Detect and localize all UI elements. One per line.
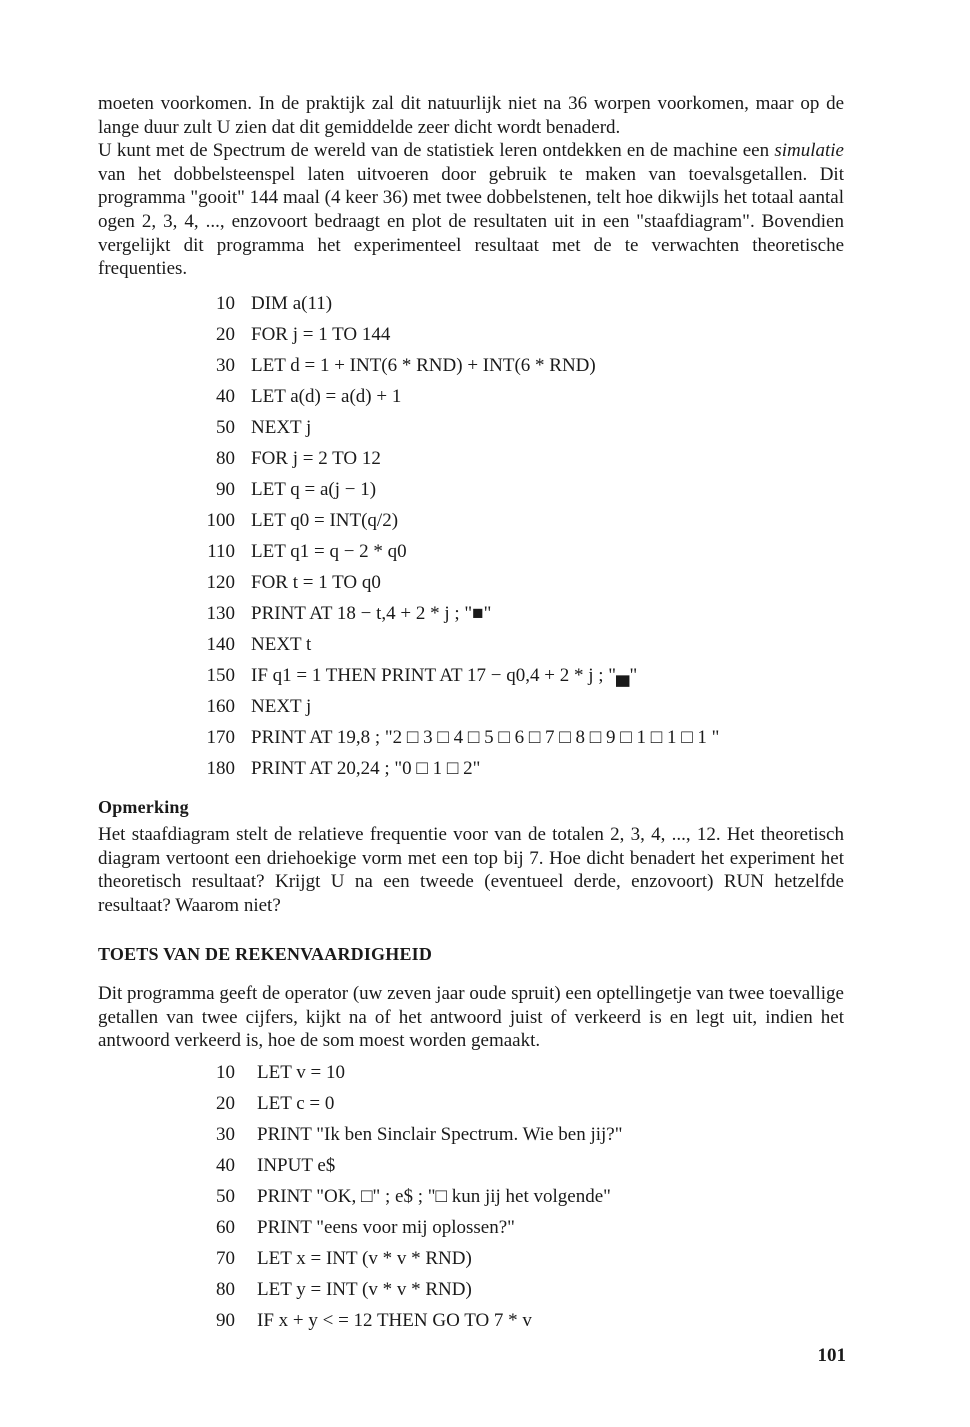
- line-code: LET q1 = q − 2 * q0: [251, 541, 407, 562]
- line-code: LET q = a(j − 1): [251, 479, 377, 500]
- section-paragraph: Dit programma geeft de operator (uw zeven jaar oude spruit) een optellingetje van twee toevallige getallen van twee cijfers, kijkt na of het antwoord juist of verkeerd is en legt uit, indien het antwoord verkeerd is, hoe de som moest worden gemaakt.: [98, 983, 844, 1052]
- line-code: FOR j = 1 TO 144: [251, 324, 391, 345]
- line-code: INPUT e$: [257, 1155, 336, 1176]
- line-number: 50: [216, 1186, 235, 1207]
- line-code: NEXT j: [251, 417, 312, 438]
- line-number: 30: [216, 1124, 235, 1145]
- line-number: 150: [206, 665, 235, 686]
- line-number: 130: [206, 603, 235, 624]
- line-code: PRINT AT 18 − t,4 + 2 * j ; "■": [251, 603, 492, 624]
- line-code: LET y = INT (v * v * RND): [257, 1279, 472, 1300]
- line-code: IF x + y < = 12 THEN GO TO 7 * v: [257, 1310, 532, 1331]
- intro-text-b: U kunt met de Spectrum de wereld van de statistiek leren ontdekken en de machine een: [98, 140, 775, 162]
- line-number: 120: [206, 572, 235, 593]
- line-number: 80: [216, 448, 235, 469]
- line-code: LET q0 = INT(q/2): [251, 510, 399, 531]
- intro-text-a: moeten voorkomen. In de praktijk zal dit natuurlijk niet na 36 worpen voorkomen, maar op de lange duur zult U zien dat dit gemiddelde zeer dicht wordt benaderd.: [98, 93, 844, 138]
- intro-emphasis: simulatie: [774, 140, 844, 162]
- line-number: 170: [206, 727, 235, 748]
- line-code: NEXT j: [251, 696, 312, 717]
- line-number: 110: [207, 541, 235, 562]
- line-number: 90: [216, 1310, 235, 1331]
- line-number: 180: [206, 758, 235, 779]
- line-number: 100: [206, 510, 235, 531]
- line-number: 10: [216, 293, 235, 314]
- line-number: 160: [206, 696, 235, 717]
- line-number: 20: [216, 324, 235, 345]
- line-code: PRINT "OK, □" ; e$ ; "□ kun jij het volgende": [257, 1186, 611, 1207]
- remark-paragraph: Het staafdiagram stelt de relatieve frequentie voor van de totalen 2, 3, 4, ..., 12. Het theoretisch diagram vertoont een driehoekige vorm met een top bij 7. Hoe dicht benadert het experiment het theoretisch resultaat? Krijgt U na een tweede (eventueel derde, enzovoort) RUN hetzelfde resultaat? Waarom niet?: [98, 824, 844, 916]
- line-number: 40: [216, 1155, 235, 1176]
- line-number: 60: [216, 1217, 235, 1238]
- line-number: 90: [216, 479, 235, 500]
- intro-text-c: van het dobbelsteenspel laten uitvoeren door gebruik te maken van toevalsgetallen. Dit programma "gooit" 144 maal (4 keer 36) met twee dobbelstenen, telt hoe dikwijls het totaal aantal ogen 2, 3, 4, ..., enzovoort bedraagt en plot de resultaten uit in een "staafdiagram". Bovendien vergelijkt dit programma het experimenteel resultaat met de te verwachten theoretische frequenties.: [98, 163, 844, 280]
- page-number: 101: [817, 1345, 846, 1366]
- line-number: 10: [216, 1062, 235, 1083]
- line-code: PRINT AT 20,24 ; "0 □ 1 □ 2": [251, 758, 481, 779]
- line-number: 30: [216, 355, 235, 376]
- line-code: LET x = INT (v * v * RND): [257, 1248, 472, 1269]
- line-code: LET c = 0: [257, 1093, 335, 1114]
- line-number: 70: [216, 1248, 235, 1269]
- line-number: 50: [216, 417, 235, 438]
- intro-paragraph: [98, 92, 844, 281]
- line-number: 20: [216, 1093, 235, 1114]
- section-heading: TOETS VAN DE REKENVAARDIGHEID: [98, 944, 433, 964]
- line-code: LET d = 1 + INT(6 * RND) + INT(6 * RND): [251, 355, 596, 376]
- line-number: 40: [216, 386, 235, 407]
- line-code: PRINT "Ik ben Sinclair Spectrum. Wie ben jij?": [257, 1124, 623, 1145]
- line-code: FOR t = 1 TO q0: [251, 572, 381, 593]
- line-code: LET a(d) = a(d) + 1: [251, 386, 402, 407]
- line-code: NEXT t: [251, 634, 312, 655]
- line-code: IF q1 = 1 THEN PRINT AT 17 − q0,4 + 2 * j ; "▄": [251, 665, 638, 686]
- line-number: 80: [216, 1279, 235, 1300]
- line-code: DIM a(11): [251, 293, 333, 314]
- line-number: 140: [206, 634, 235, 655]
- line-code: LET v = 10: [257, 1062, 345, 1083]
- line-code: PRINT AT 19,8 ; "2 □ 3 □ 4 □ 5 □ 6 □ 7 □ 8 □ 9 □ 1 □ 1 □ 1 ": [251, 727, 720, 748]
- line-code: PRINT "eens voor mij oplossen?": [257, 1217, 515, 1238]
- remark-heading: Opmerking: [98, 797, 189, 817]
- line-code: FOR j = 2 TO 12: [251, 448, 381, 469]
